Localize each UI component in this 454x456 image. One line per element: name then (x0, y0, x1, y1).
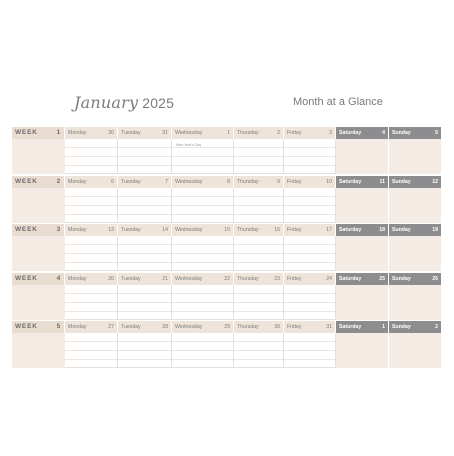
day-header-wednesday (172, 176, 234, 188)
writing-line (65, 156, 117, 157)
day-date: 29 (224, 324, 230, 330)
day-name: Friday (287, 324, 302, 330)
writing-line (284, 156, 335, 157)
day-date: 30 (108, 130, 114, 136)
page-subtitle: Month at a Glance (293, 96, 383, 108)
day-name: Saturday (339, 324, 362, 330)
day-date: 31 (326, 324, 332, 330)
day-cell[interactable] (284, 188, 336, 223)
week-notes-area[interactable] (12, 236, 65, 271)
day-date: 30 (274, 324, 280, 330)
week-label-text: WEEK (15, 323, 38, 330)
day-cell[interactable] (118, 236, 172, 271)
day-header-saturday (336, 224, 389, 236)
day-date: 2 (277, 130, 280, 136)
writing-line (284, 165, 335, 166)
writing-line (172, 293, 233, 294)
writing-line (234, 311, 283, 312)
day-cell[interactable] (234, 188, 284, 223)
day-header-thursday (234, 127, 284, 139)
week-notes-area[interactable] (12, 139, 65, 174)
day-date: 14 (162, 227, 168, 233)
day-header-tuesday (118, 127, 172, 139)
day-cell[interactable] (118, 188, 172, 223)
day-cell[interactable] (389, 139, 442, 174)
day-date: 1 (382, 324, 385, 330)
day-header-tuesday (118, 176, 172, 188)
day-name: Sunday (392, 227, 411, 233)
day-name: Wednesday (175, 227, 203, 233)
writing-line (118, 302, 171, 303)
day-date: 13 (108, 227, 114, 233)
day-header-monday (65, 127, 118, 139)
writing-line (284, 341, 335, 342)
day-date: 15 (224, 227, 230, 233)
day-header-friday (284, 176, 336, 188)
day-cell[interactable] (65, 333, 118, 368)
writing-line (284, 293, 335, 294)
day-name: Monday (68, 324, 87, 330)
day-cell[interactable] (65, 188, 118, 223)
day-header-sunday (389, 176, 442, 188)
day-name: Wednesday (175, 130, 203, 136)
day-date: 31 (162, 130, 168, 136)
day-cell[interactable] (234, 139, 284, 174)
day-name: Thursday (237, 276, 259, 282)
writing-line (65, 165, 117, 166)
day-date: 17 (326, 227, 332, 233)
day-header-friday (284, 273, 336, 285)
writing-line (65, 244, 117, 245)
week-label (12, 224, 65, 236)
week-label (12, 273, 65, 285)
day-date: 21 (162, 276, 168, 282)
week-row-1 (12, 127, 442, 174)
writing-line (118, 147, 171, 148)
writing-line (284, 196, 335, 197)
day-cell[interactable] (389, 188, 442, 223)
writing-line (172, 244, 233, 245)
day-date: 9 (277, 179, 280, 185)
writing-line (284, 359, 335, 360)
day-header-wednesday (172, 273, 234, 285)
day-header-sunday (389, 224, 442, 236)
day-header-sunday (389, 127, 442, 139)
writing-line (172, 311, 233, 312)
calendar-grid (12, 127, 442, 371)
day-date: 11 (379, 179, 385, 185)
week-number: 2 (56, 178, 61, 185)
day-cell[interactable] (284, 333, 336, 368)
writing-line (284, 205, 335, 206)
day-name: Friday (287, 179, 302, 185)
month-title (74, 93, 174, 112)
writing-line (172, 341, 233, 342)
writing-line (284, 147, 335, 148)
day-date: 27 (108, 324, 114, 330)
week-row-4 (12, 273, 442, 320)
day-header-saturday (336, 127, 389, 139)
day-cell[interactable] (336, 188, 389, 223)
day-cell[interactable] (336, 139, 389, 174)
writing-line (118, 341, 171, 342)
week-number: 5 (56, 323, 61, 330)
day-header-thursday (234, 176, 284, 188)
month-name: January (74, 93, 139, 112)
writing-line (234, 196, 283, 197)
writing-line (172, 302, 233, 303)
writing-line (65, 147, 117, 148)
writing-line (118, 253, 171, 254)
day-date: 3 (329, 130, 332, 136)
day-name: Friday (287, 227, 302, 233)
day-date: 6 (111, 179, 114, 185)
day-date: 12 (432, 179, 438, 185)
writing-line (118, 156, 171, 157)
day-name: Monday (68, 179, 87, 185)
day-header-thursday (234, 224, 284, 236)
writing-line (284, 350, 335, 351)
writing-line (234, 244, 283, 245)
day-header-saturday (336, 321, 389, 333)
writing-line (284, 302, 335, 303)
day-header-monday (65, 273, 118, 285)
day-name: Friday (287, 130, 302, 136)
day-name: Tuesday (121, 130, 141, 136)
writing-line (234, 293, 283, 294)
day-cell[interactable] (389, 333, 442, 368)
day-cell[interactable] (389, 285, 442, 320)
week-number: 1 (56, 129, 61, 136)
day-name: Wednesday (175, 276, 203, 282)
day-cell[interactable] (284, 139, 336, 174)
day-header-wednesday (172, 127, 234, 139)
week-number: 4 (56, 275, 61, 282)
day-date: 19 (432, 227, 438, 233)
day-name: Saturday (339, 179, 362, 185)
day-cell[interactable] (65, 139, 118, 174)
day-header-monday (65, 176, 118, 188)
day-header-friday (284, 224, 336, 236)
week-notes-area[interactable] (12, 333, 65, 368)
writing-line (65, 350, 117, 351)
week-row-2 (12, 176, 442, 223)
day-date: 24 (326, 276, 332, 282)
writing-line (284, 244, 335, 245)
week-notes-area[interactable] (12, 285, 65, 320)
writing-line (234, 156, 283, 157)
day-name: Monday (68, 130, 87, 136)
day-header-wednesday (172, 321, 234, 333)
writing-line (65, 359, 117, 360)
day-cell[interactable] (172, 285, 234, 320)
writing-line (65, 302, 117, 303)
day-cell[interactable] (172, 236, 234, 271)
week-label-text: WEEK (15, 129, 38, 136)
day-cell[interactable] (336, 285, 389, 320)
day-cell[interactable] (172, 139, 234, 174)
day-date: 26 (432, 276, 438, 282)
day-cell[interactable] (118, 285, 172, 320)
writing-line (172, 262, 233, 263)
writing-line (118, 293, 171, 294)
writing-line (234, 165, 283, 166)
writing-line (284, 311, 335, 312)
writing-line (172, 156, 233, 157)
writing-line (118, 350, 171, 351)
writing-line (118, 311, 171, 312)
day-header-friday (284, 127, 336, 139)
day-header-saturday (336, 176, 389, 188)
day-date: 4 (382, 130, 385, 136)
day-header-sunday (389, 321, 442, 333)
writing-line (118, 165, 171, 166)
writing-line (172, 196, 233, 197)
day-date: 1 (227, 130, 230, 136)
day-name: Sunday (392, 179, 411, 185)
writing-line (65, 311, 117, 312)
day-name: Sunday (392, 276, 411, 282)
day-cell[interactable] (284, 236, 336, 271)
day-date: 23 (274, 276, 280, 282)
writing-line (65, 196, 117, 197)
day-name: Saturday (339, 130, 362, 136)
day-name: Friday (287, 276, 302, 282)
day-header-saturday (336, 273, 389, 285)
writing-line (118, 262, 171, 263)
writing-line (172, 205, 233, 206)
day-name: Monday (68, 276, 87, 282)
writing-line (65, 205, 117, 206)
week-label (12, 176, 65, 188)
day-cell[interactable] (118, 139, 172, 174)
writing-line (284, 253, 335, 254)
day-date: 28 (162, 324, 168, 330)
writing-line (118, 359, 171, 360)
writing-line (234, 147, 283, 148)
writing-line (234, 302, 283, 303)
day-name: Tuesday (121, 227, 141, 233)
day-date: 20 (108, 276, 114, 282)
day-date: 16 (274, 227, 280, 233)
day-cell[interactable] (118, 333, 172, 368)
day-name: Tuesday (121, 324, 141, 330)
day-cell[interactable] (389, 236, 442, 271)
day-name: Monday (68, 227, 87, 233)
day-name: Sunday (392, 130, 411, 136)
writing-line (234, 214, 283, 215)
day-date: 8 (227, 179, 230, 185)
writing-line (234, 341, 283, 342)
day-name: Saturday (339, 227, 362, 233)
writing-line (172, 350, 233, 351)
day-date: 22 (224, 276, 230, 282)
day-cell[interactable] (65, 236, 118, 271)
day-name: Wednesday (175, 324, 203, 330)
writing-line (172, 253, 233, 254)
week-number: 3 (56, 226, 61, 233)
day-date: 7 (165, 179, 168, 185)
writing-line (234, 253, 283, 254)
day-date: 5 (435, 130, 438, 136)
holiday-note: New Year's Day (176, 143, 202, 147)
day-name: Sunday (392, 324, 411, 330)
day-cell[interactable] (234, 285, 284, 320)
writing-line (234, 262, 283, 263)
writing-line (65, 253, 117, 254)
day-cell[interactable] (172, 188, 234, 223)
writing-line (118, 244, 171, 245)
week-row-3 (12, 224, 442, 271)
day-cell[interactable] (336, 236, 389, 271)
week-label-text: WEEK (15, 178, 38, 185)
day-date: 25 (379, 276, 385, 282)
day-name: Saturday (339, 276, 362, 282)
week-label (12, 127, 65, 139)
week-row-5 (12, 321, 442, 368)
writing-line (65, 262, 117, 263)
writing-line (284, 262, 335, 263)
week-label (12, 321, 65, 333)
day-header-monday (65, 321, 118, 333)
day-name: Wednesday (175, 179, 203, 185)
day-header-friday (284, 321, 336, 333)
writing-line (118, 214, 171, 215)
writing-line (65, 214, 117, 215)
day-cell[interactable] (172, 333, 234, 368)
day-header-thursday (234, 321, 284, 333)
writing-line (234, 359, 283, 360)
day-header-tuesday (118, 321, 172, 333)
day-cell[interactable] (65, 285, 118, 320)
writing-line (65, 293, 117, 294)
day-cell[interactable] (234, 333, 284, 368)
writing-line (172, 214, 233, 215)
day-cell[interactable] (336, 333, 389, 368)
day-header-monday (65, 224, 118, 236)
day-date: 10 (326, 179, 332, 185)
day-header-tuesday (118, 224, 172, 236)
day-header-thursday (234, 273, 284, 285)
year: 2025 (142, 95, 175, 111)
day-name: Tuesday (121, 276, 141, 282)
week-notes-area[interactable] (12, 188, 65, 223)
day-header-tuesday (118, 273, 172, 285)
week-label-text: WEEK (15, 226, 38, 233)
writing-line (284, 214, 335, 215)
day-name: Thursday (237, 179, 259, 185)
writing-line (118, 205, 171, 206)
day-name: Thursday (237, 324, 259, 330)
day-date: 2 (435, 324, 438, 330)
writing-line (234, 205, 283, 206)
writing-line (65, 341, 117, 342)
writing-line (234, 350, 283, 351)
day-name: Tuesday (121, 179, 141, 185)
writing-line (172, 359, 233, 360)
day-cell[interactable] (234, 236, 284, 271)
day-name: Thursday (237, 130, 259, 136)
day-cell[interactable] (284, 285, 336, 320)
writing-line (118, 196, 171, 197)
writing-line (172, 165, 233, 166)
day-header-wednesday (172, 224, 234, 236)
day-header-sunday (389, 273, 442, 285)
writing-line (172, 147, 233, 148)
day-name: Thursday (237, 227, 259, 233)
week-label-text: WEEK (15, 275, 38, 282)
day-date: 18 (379, 227, 385, 233)
